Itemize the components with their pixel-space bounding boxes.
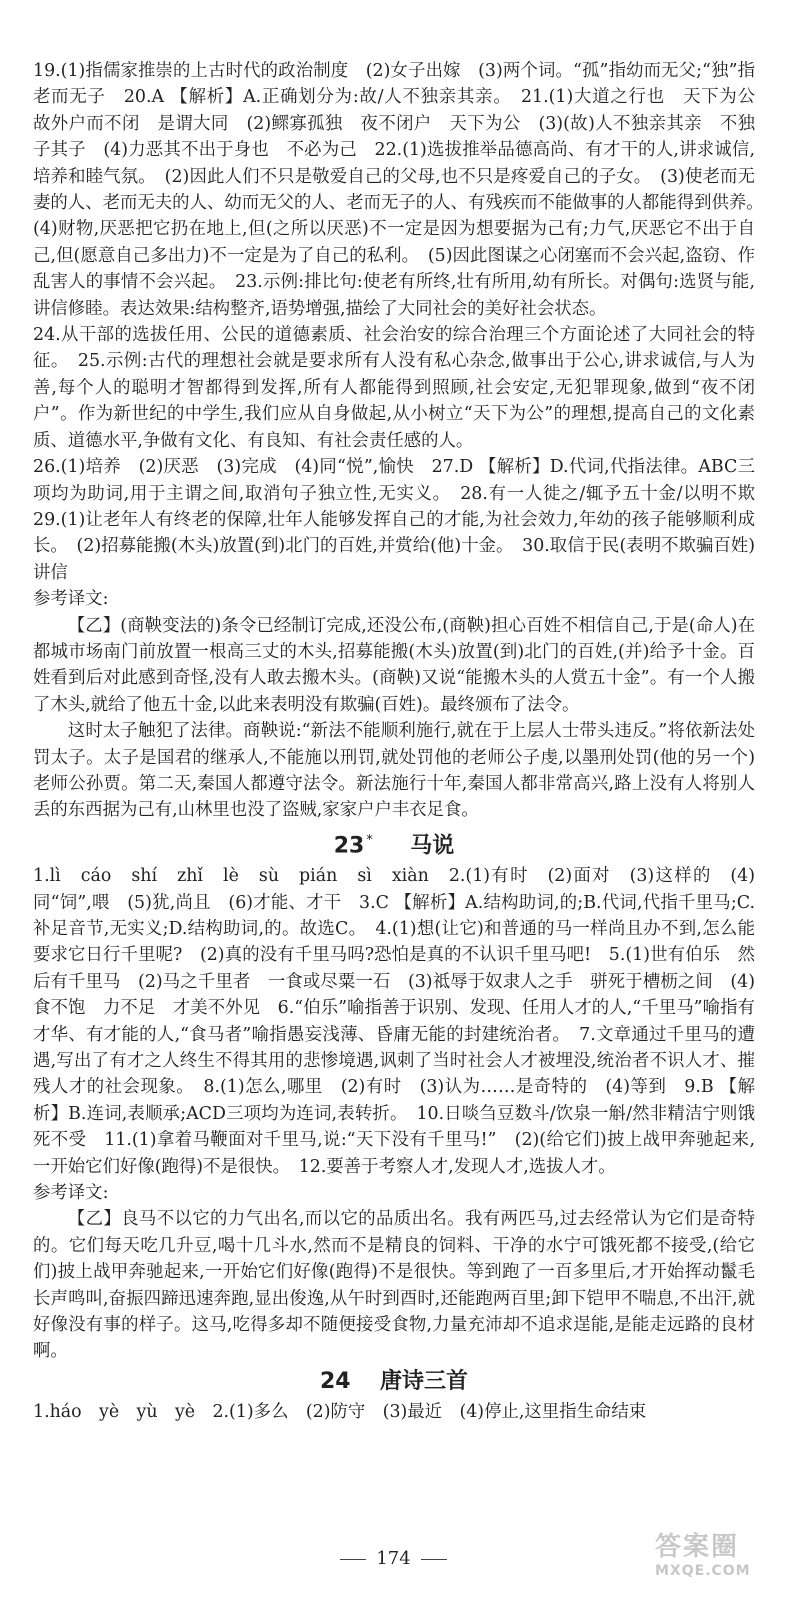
translation-paragraph: 【乙】(商鞅变法的)条令已经制订完成,还没公布,(商鞅)担心百姓不相信自己,于是(命人)在都城市场南门前放置一根高三丈的木头,招募能搬(木头)放置(到)北门的百姓,(并)给予十金。百姓看到后对此感到奇怪,没有人敢去搬木头。(商鞅)又说“能搬木头的人赏五十金”。有一个人搬了木头,就给了他五十金,以此来表明没有欺骗(百姓)。最终颁布了法令。 bbox=[33, 615, 755, 715]
answer-paragraph-19-23: 19.(1)指儒家推崇的上古时代的政治制度 (2)女子出嫁 (3)两个词。“孤”指幼而无父;“独”指老而无子 20.A 【解析】A.正确划分为:故/人不独亲其亲。 21.(1)大道之行也 天下为公 故外户而不闭 是谓大同 (2)鳏寡孤独 夜不闭户 天下为公 (3)(故)人不独亲其亲 不独子其子 (4)力恶其不出于身也 不必为己 22.(1)选拔推举品德高尚、有才干的人,讲求诚信,培养和睦气氛。 (2)因此人们不只是敬爱自己的父母,也不只是疼爱自己的子女。 (3)使老而无妻的人、老而无夫的人、幼而无父的人、老而无子的人、有残疾而不能做事的人都能得到供养。 (4)财物,厌恶把它扔在地上,但(之所以厌恶)不一定是因为想要据为己有;力气,厌恶它不出于自己,但(愿意自己多出力)不一定是为了自己的私利。 (5)因此图谋之心闭塞而不会兴起,盗窃、作乱害人的事情不会兴起。 23.示例:排比句:使老有所终,壮有所用,幼有所长。对偶句:选贤与能,讲信修睦。表达效果:结构整齐,语势增强,描绘了大同社会的美好社会状态。 bbox=[33, 61, 773, 319]
answer-page bbox=[33, 58, 773, 1425]
reference-translation-label: 参考译文: bbox=[33, 1182, 109, 1203]
answer-paragraph-24-25: 24.从干部的选拔任用、公民的道德素质、社会治安的综合治理三个方面论述了大同社会的特征。 25.示例:古代的理想社会就是要求所有人没有私心杂念,做事出于公心,讲求诚信,与人为善,每个人的聪明才智都得到发挥,所有人都能得到照顾,社会安定,无犯罪现象,做到“夜不闭户”。作为新世纪的中学生,我们应从自身做起,从小树立“天下为公”的理想,提高自己的文化素质、道德水平,争做有文化、有良知、有社会责任感的人。 bbox=[33, 325, 755, 451]
section-star-mark: * bbox=[366, 832, 373, 848]
watermark-logo-text: 答案圈 bbox=[655, 1532, 740, 1562]
section-heading-23 bbox=[33, 826, 755, 861]
page-number-dash-left bbox=[340, 1559, 366, 1560]
section-number: 24 bbox=[320, 1368, 351, 1394]
answer-paragraph-section-23: 1.lì cáo shí zhǐ lè sù pián sì xiàn 2.(1)有时 (2)面对 (3)这样的 (4)同“饲”,喂 (5)犹,尚且 (6)才能、才干 3.C 【解析】A.结构助词,的;B.代词,代指千里马;C.补足音节,无实义;D.结构助词,的。故选C。 4.(1)想(让它)和普通的马一样尚且办不到,怎么能要求它日行千里呢? (2)真的没有千里马吗?恐怕是真的不认识千里马吧! 5.(1)世有伯乐 然后有千里马 (2)马之千里者 一食或尽粟一石 (3)祗辱于奴隶人之手 骈死于槽枥之间 (4)食不饱 力不足 才美不外见 6.“伯乐”喻指善于识别、发现、任用人才的人,“千里马”喻指有才华、有才能的人,“食马者”喻指愚妄浅薄、昏庸无能的封建统治者。 7.文章通过千里马的遭遇,写出了有才之人终生不得其用的悲惨境遇,讽刺了当时社会人才被埋没,统治者不识人才、摧残人才的社会现象。 8.(1)怎么,哪里 (2)有时 (3)认为……是奇特的 (4)等到 9.B 【解析】B.连词,表顺承;ACD三项均为连词,表转折。 10.日啖刍豆数斗/饮泉一斛/然非精洁宁则饿死不受 11.(1)拿着马鞭面对千里马,说:“天下没有千里马!” (2)(给它们)披上战甲奔驰起来,一开始它们好像(跑得)不是很快。 12.要善于考察人才,发现人才,选拔人才。 bbox=[33, 866, 756, 1177]
section-title: 马说 bbox=[410, 833, 455, 859]
translation-paragraph: 【乙】良马不以它的力气出名,而以它的品质出名。我有两匹马,过去经常认为它们是奇特的。它们每天吃几升豆,喝十几斗水,然而不是精良的饲料、干净的水宁可饿死都不接受,(给它们)披上战甲奔驰起来,一开始它们好像(跑得)不是很快。等到跑了一百多里后,才开始挥动鬣毛长声鸣叫,奋振四蹄迅速奔跑,显出俊逸,从午时到酉时,还能跑两百里;卸下铠甲不喘息,不出汗,就好像没有事的样子。这马,吃得多却不随便接受食物,力量充沛却不追求逞能,是能走远路的良材啊。 bbox=[33, 1209, 755, 1362]
page-number-text: 174 bbox=[376, 1548, 411, 1569]
translation-paragraph: 这时太子触犯了法律。商鞅说:“新法不能顺利施行,就在于上层人士带头违反。”将依新法处罚太子。太子是国君的继承人,不能施以刑罚,就处罚他的老师公子虔,以墨刑处罚(他的另一个)老师公孙贾。第二天,秦国人都遵守法令。新法施行十年,秦国人都非常高兴,路上没有人将别人丢的东西据为己有,山林里也没了盗贼,家家户户丰衣足食。 bbox=[33, 721, 755, 821]
reference-translation-label: 参考译文: bbox=[33, 589, 109, 610]
section-heading-24 bbox=[33, 1367, 755, 1397]
page-number-dash-right bbox=[421, 1559, 447, 1560]
watermark-url: MXQE.COM bbox=[655, 1563, 751, 1579]
watermark-logo bbox=[655, 1526, 773, 1590]
answer-paragraph-section-24: 1.háo yè yù yè 2.(1)多么 (2)防守 (3)最近 (4)停止,这里指生命结束 bbox=[33, 1401, 647, 1422]
section-title: 唐诗三首 bbox=[379, 1368, 468, 1394]
section-number: 23 bbox=[333, 833, 365, 859]
answer-paragraph-26-30: 26.(1)培养 (2)厌恶 (3)完成 (4)同“悦”,愉快 27.D 【解析】D.代词,代指法律。ABC三项均为助词,用于主谓之间,取消句子独立性,无实义。 28.有一人徙之/辄予五十金/以明不欺 29.(1)让老年人有终老的保障,壮年人能够发挥自己的才能,为社会效力,年幼的孩子能够顺利成长。 (2)招募能搬(木头)放置(到)北门的百姓,并赏给(他)十金。 30.取信于民(表明不欺骗百姓) 讲信 bbox=[33, 457, 773, 583]
